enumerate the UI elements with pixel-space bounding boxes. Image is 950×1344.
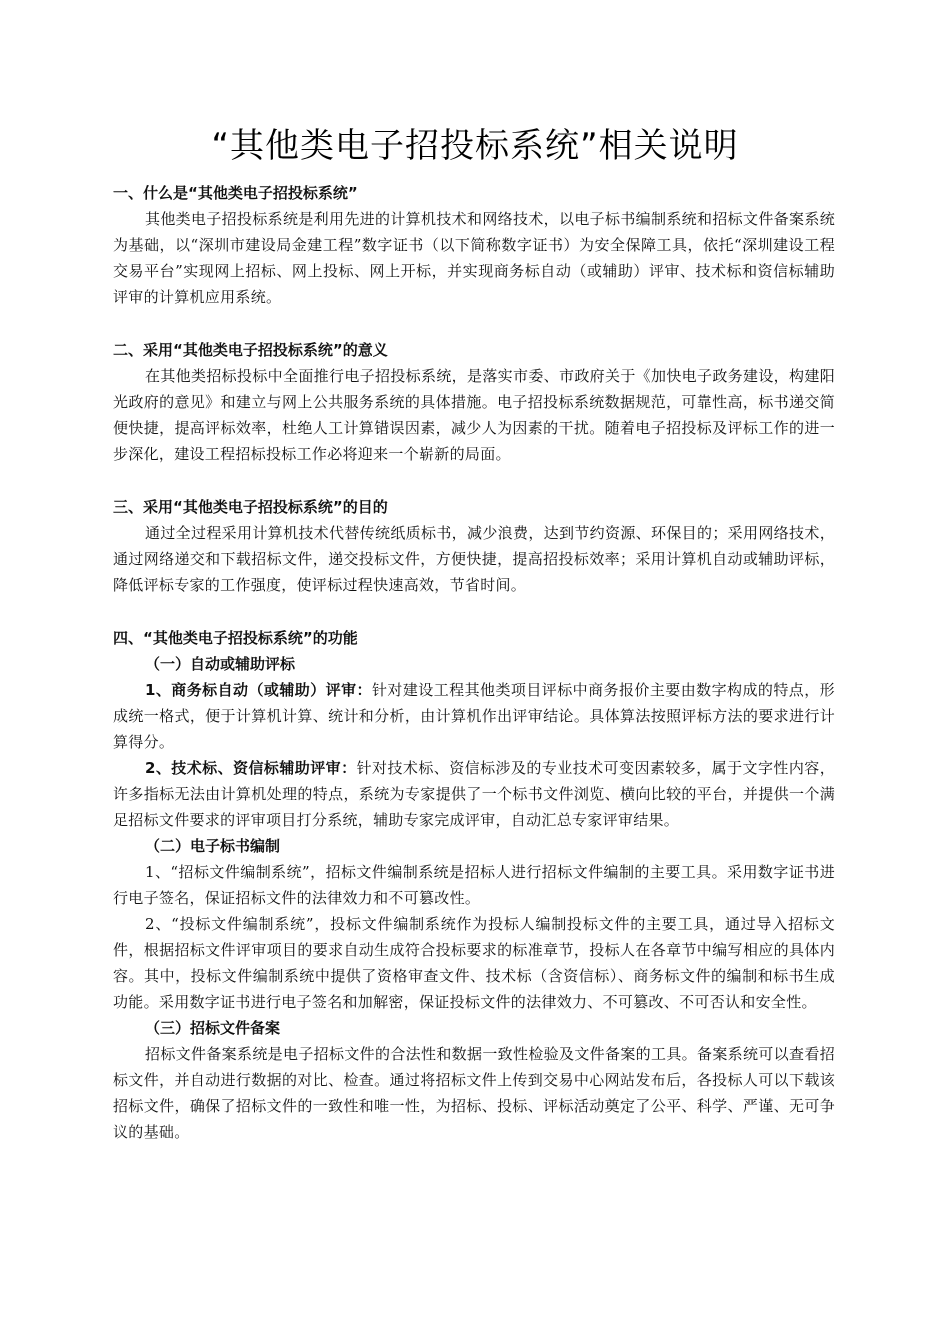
subsection-3-heading: （三）招标文件备案: [145, 1019, 281, 1037]
document-title: “其他类电子招投标系统”相关说明: [211, 126, 739, 166]
section-3-body: 通过全过程采用计算机技术代替传统纸质标书，减少浪费，达到节约资源、环保目的；采用网络技术，通过网络递交和下载招标文件，递交投标文件，方便快捷，提高招投标效率；采用计算机自动或辅助评标，降低评标专家的工作强度，使评标过程快速高效，节省时间。: [113, 524, 835, 594]
item-2-body: 针对技术标、资信标涉及的专业技术可变因素较多，属于文字性内容，许多指标无法由计算机处理的特点，系统为专家提供了一个标书文件浏览、横向比较的平台，并提供一个满足招标文件要求的评审项目打分系统，辅助专家完成评审，自动汇总专家评审结果。: [113, 759, 835, 829]
subsection-2-item-2: 2、“投标文件编制系统”，投标文件编制系统作为投标人编制投标文件的主要工具，通过导入招标文件，根据招标文件评审项目的要求自动生成符合投标要求的标准章节，投标人在各章节中编写相应的具体内容。其中，投标文件编制系统中提供了资格审查文件、技术标（含资信标）、商务标文件的编制和标书生成功能。采用数字证书进行电子签名和加解密，保证投标文件的法律效力、不可篡改、不可否认和安全性。: [113, 915, 835, 1011]
subsection-1-item-2: [113, 755, 835, 833]
subsection-3-body: 招标文件备案系统是电子招标文件的合法性和数据一致性检验及文件备案的工具。备案系统可以查看招标文件，并自动进行数据的对比、检查。通过将招标文件上传到交易中心网站发布后，各投标人可以下载该招标文件，确保了招标文件的一致性和唯一性，为招标、投标、评标活动奠定了公平、科学、严谨、无可争议的基础。: [113, 1045, 835, 1141]
item-1-body: 针对建设工程其他类项目评标中商务报价主要由数字构成的特点，形成统一格式，便于计算机计算、统计和分析，由计算机作出评审结论。具体算法按照评标方法的要求进行计算得分。: [113, 681, 835, 751]
section-4-heading: 四、“其他类电子招投标系统”的功能: [113, 629, 358, 647]
section-2-body: 在其他类招标投标中全面推行电子招投标系统，是落实市委、市政府关于《加快电子政务建设，构建阳光政府的意见》和建立与网上公共服务系统的具体措施。电子招投标系统数据规范，可靠性高，标书递交简便快捷，提高评标效率，杜绝人工计算错误因素，减少人为因素的干扰。随着电子招投标及评标工作的进一步深化，建设工程招标投标工作必将迎来一个崭新的局面。: [113, 367, 835, 463]
section-1-heading: 一、什么是“其他类电子招投标系统”: [113, 184, 358, 202]
subsection-1-item-1: [113, 677, 835, 755]
subsection-2-heading: （二）电子标书编制: [145, 837, 281, 855]
document-content: [113, 180, 835, 1145]
item-2-lead: 2、技术标、资信标辅助评审：: [145, 759, 357, 777]
subsection-2-item-1: 1、“招标文件编制系统”，招标文件编制系统是招标人进行招标文件编制的主要工具。采用数字证书进行电子签名，保证招标文件的法律效力和不可篡改性。: [113, 863, 835, 907]
section-2-heading: 二、采用“其他类电子招投标系统”的意义: [113, 341, 388, 359]
item-1-lead: 1、商务标自动（或辅助）评审：: [145, 681, 372, 699]
section-1-body: 其他类电子招投标系统是利用先进的计算机技术和网络技术，以电子标书编制系统和招标文件备案系统为基础，以“深圳市建设局金建工程”数字证书（以下简称数字证书）为安全保障工具，依托“深圳建设工程交易平台”实现网上招标、网上投标、网上开标，并实现商务标自动（或辅助）评审、技术标和资信标辅助评审的计算机应用系统。: [113, 210, 835, 306]
subsection-1-heading: （一）自动或辅助评标: [145, 655, 296, 673]
section-3-heading: 三、采用“其他类电子招投标系统”的目的: [113, 498, 388, 516]
